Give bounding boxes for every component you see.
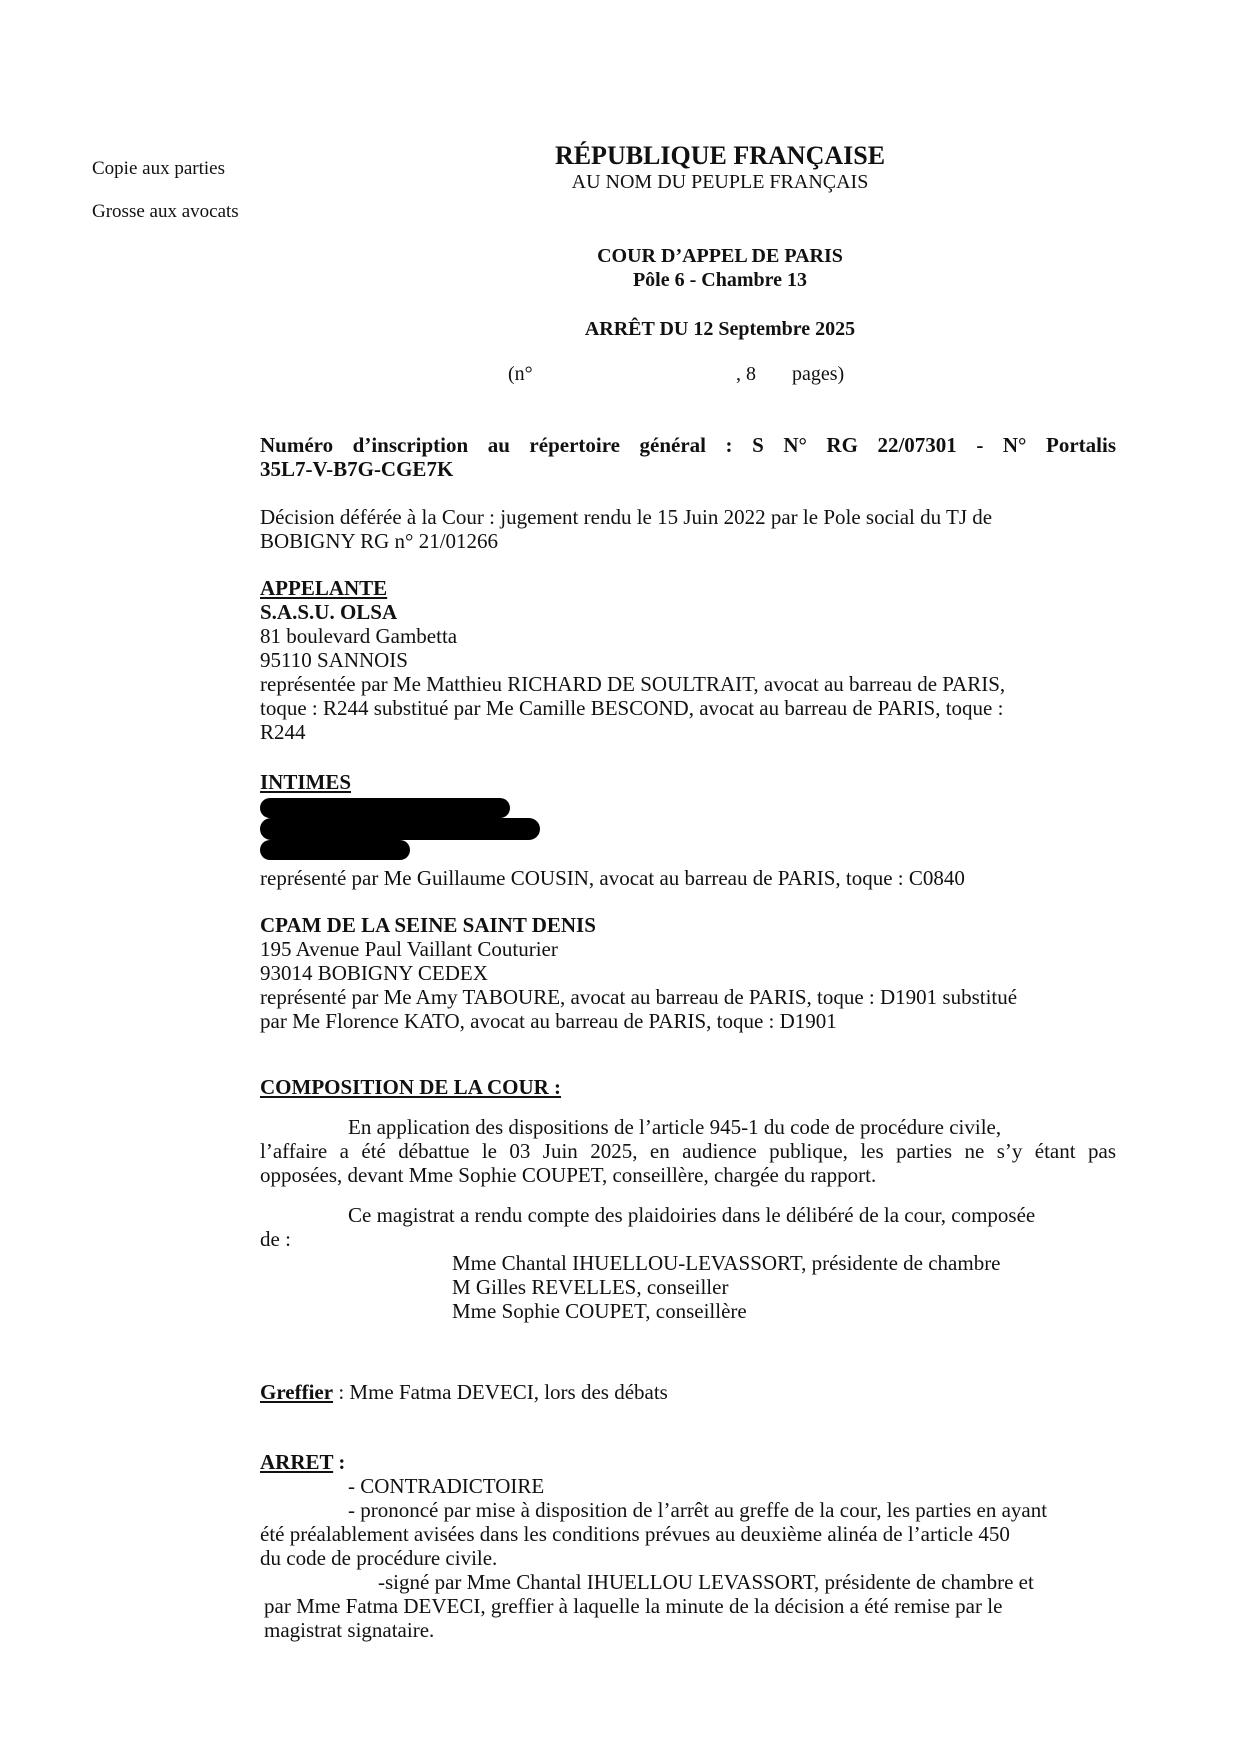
- cpam-name: CPAM DE LA SEINE SAINT DENIS: [260, 913, 596, 937]
- appellant-section: [260, 576, 1116, 744]
- arret-line-7: magistrat signataire.: [264, 1618, 435, 1642]
- arret-heading-suffix: :: [333, 1450, 346, 1474]
- arret-line-3: été préalablement avisées dans les conditions prévues au deuxième alinéa de l’article 450: [260, 1522, 1010, 1546]
- decision-ref-line-2: BOBIGNY RG n° 21/01266: [260, 529, 499, 553]
- respondent-rep: représenté par Me Guillaume COUSIN, avocat au barreau de PARIS, toque : C0840: [260, 866, 965, 890]
- cpam-section: [260, 913, 1116, 1033]
- respondents-heading: INTIMES: [260, 770, 352, 794]
- arret-line-6: par Mme Fatma DEVECI, greffier à laquelle la minute de la décision a été remise par le: [264, 1594, 1003, 1618]
- composition-p1-line-3: opposées, devant Mme Sophie COUPET, conseillère, chargée du rapport.: [260, 1163, 877, 1187]
- composition-p1-line-2: l’affaire a été débattue le 03 Juin 2025, en audience publique, les parties ne s’y étant pas: [260, 1139, 1116, 1163]
- people-subtitle: AU NOM DU PEUPLE FRANÇAIS: [571, 171, 869, 193]
- composition-p2-line-1: Ce magistrat a rendu compte des plaidoiries dans le délibéré de la cour, composée: [348, 1203, 1036, 1227]
- document-header: [520, 141, 920, 193]
- appellant-name: S.A.S.U. OLSA: [260, 600, 398, 624]
- republic-title: RÉPUBLIQUE FRANÇAISE: [554, 141, 886, 170]
- appellant-rep-1: représentée par Me Matthieu RICHARD DE SOULTRAIT, avocat au barreau de PARIS,: [260, 672, 1006, 696]
- greffier-label: Greffier: [260, 1380, 334, 1404]
- judge-1: Mme Chantal IHUELLOU-LEVASSORT, présidente de chambre: [452, 1251, 1001, 1275]
- arret-line-4: du code de procédure civile.: [260, 1546, 498, 1570]
- composition-p1-line-1: En application des dispositions de l’article 945-1 du code de procédure civile,: [348, 1115, 1002, 1139]
- decision-ref-line-1: Décision déférée à la Cour : jugement rendu le 15 Juin 2022 par le Pole social du TJ de: [260, 505, 993, 529]
- redacted-identity: [260, 794, 1116, 866]
- composition-section: [260, 1075, 1116, 1323]
- appellant-address-1: 81 boulevard Gambetta: [260, 624, 458, 648]
- number-close: pages): [792, 363, 845, 385]
- appellant-rep-2: toque : R244 substitué par Me Camille BESCOND, avocat au barreau de PARIS, toque :: [260, 696, 1004, 720]
- rg-line-1: Numéro d’inscription au répertoire général : S N° RG 22/07301 - N° Portalis: [260, 433, 1116, 457]
- court-block: [520, 244, 920, 292]
- composition-heading: COMPOSITION DE LA COUR :: [260, 1075, 562, 1099]
- decision-number-line: [508, 362, 868, 386]
- redaction-bar-3: [260, 840, 410, 860]
- redaction-bar-2: [260, 818, 540, 840]
- cpam-rep-2: par Me Florence KATO, avocat au barreau de PARIS, toque : D1901: [260, 1009, 837, 1033]
- appellant-address-2: 95110 SANNOIS: [260, 648, 408, 672]
- respondents-section: [260, 770, 1116, 890]
- arret-line-2: - prononcé par mise à disposition de l’arrêt au greffe de la cour, les parties en ayant: [348, 1498, 1048, 1522]
- composition-p2-line-2: de :: [260, 1227, 291, 1251]
- copy-lawyers-note: Grosse aux avocats: [92, 201, 239, 222]
- court-name: COUR D’APPEL DE PARIS: [597, 245, 843, 267]
- cpam-address-2: 93014 BOBIGNY CEDEX: [260, 961, 488, 985]
- arret-line-5: -signé par Mme Chantal IHUELLOU LEVASSORT, présidente de chambre et: [378, 1570, 1034, 1594]
- rg-line-2: 35L7-V-B7G-CGE7K: [260, 457, 454, 481]
- appellant-rep-3: R244: [260, 720, 306, 744]
- greffier-line: [260, 1380, 1116, 1404]
- greffier-text: : Mme Fatma DEVECI, lors des débats: [333, 1380, 668, 1404]
- arret-heading: ARRET: [260, 1450, 334, 1474]
- number-pages: , 8: [736, 363, 756, 385]
- left-margin-notes: [92, 157, 239, 243]
- arret-line-1: - CONTRADICTOIRE: [348, 1474, 545, 1498]
- cpam-rep-1: représenté par Me Amy TABOURE, avocat au barreau de PARIS, toque : D1901 substitué: [260, 985, 1018, 1009]
- arret-section: [260, 1450, 1116, 1642]
- cpam-address-1: 195 Avenue Paul Vaillant Couturier: [260, 937, 558, 961]
- decision-date: ARRÊT DU 12 Septembre 2025: [584, 318, 856, 340]
- appellant-heading: APPELANTE: [260, 576, 388, 600]
- copy-parties-note: Copie aux parties: [92, 158, 225, 179]
- decision-reference: [260, 505, 1116, 553]
- judge-3: Mme Sophie COUPET, conseillère: [452, 1299, 747, 1323]
- number-open: (n°: [508, 363, 533, 385]
- judge-2: M Gilles REVELLES, conseiller: [452, 1275, 729, 1299]
- chamber-name: Pôle 6 - Chambre 13: [632, 269, 808, 291]
- redaction-bar-1: [260, 798, 510, 818]
- rg-number-block: [260, 433, 1116, 481]
